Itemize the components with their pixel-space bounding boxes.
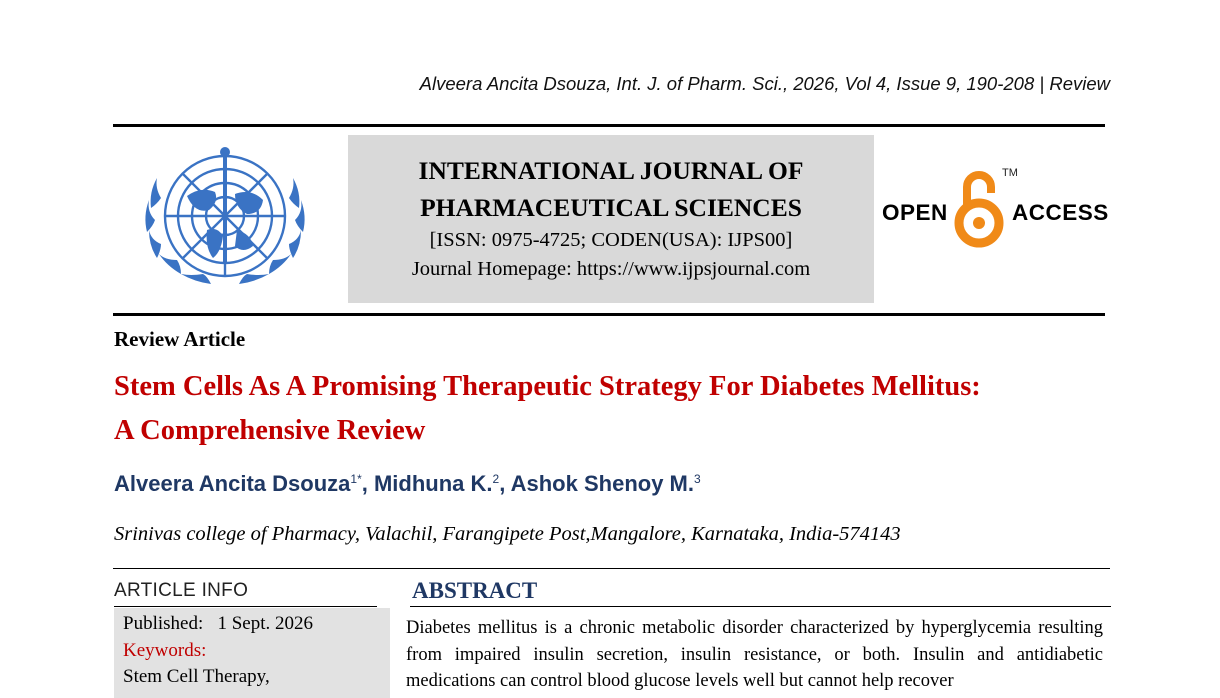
author-affiliation-mark: 2 <box>492 472 500 486</box>
author-name: Midhuna K. <box>373 471 493 496</box>
trademark-mark: TM <box>1002 167 1018 179</box>
author-name: Ashok Shenoy M. <box>510 471 694 496</box>
article-info-heading: ARTICLE INFO <box>114 580 249 601</box>
published-row <box>123 611 390 638</box>
author-name: Alveera Ancita Dsouza <box>114 471 351 496</box>
abstract-rule <box>410 606 1111 607</box>
author-list <box>114 471 701 497</box>
article-info-box <box>114 608 390 698</box>
header-bottom-rule <box>113 313 1105 316</box>
journal-homepage-link[interactable]: Journal Homepage: https://www.ijpsjournal.com <box>411 258 811 280</box>
article-title-line-2: A Comprehensive Review <box>114 415 426 446</box>
open-lock-icon <box>954 167 1004 251</box>
article-type: Review Article <box>114 327 246 351</box>
keyword-item: Stem Cell Therapy, <box>123 666 270 687</box>
journal-title-line-1: INTERNATIONAL JOURNAL OF <box>418 156 804 185</box>
author-affiliation-mark: 3 <box>693 472 701 486</box>
abstract-text: Diabetes mellitus is a chronic metabolic disorder characterized by hyperglycemia resulting from impaired insulin secretion, insulin resistance, or both. Insulin and antidiabetic medications can control blood glucose levels well but cannot help recover <box>406 618 1103 691</box>
open-access-word-access: ACCESS <box>1012 200 1109 225</box>
journal-masthead <box>348 135 874 303</box>
author-affiliation-mark: 1* <box>350 472 362 486</box>
journal-title-line-2: PHARMACEUTICAL SCIENCES <box>420 193 802 222</box>
author-separator: , <box>499 471 511 496</box>
journal-emblem-logo <box>127 138 323 304</box>
journal-issn: [ISSN: 0975-4725; CODEN(USA): IJPS00] <box>429 229 793 251</box>
article-title-line-1: Stem Cells As A Promising Therapeutic Strategy For Diabetes Mellitus: <box>114 371 981 402</box>
published-label: Published: <box>123 613 204 634</box>
open-access-word-open: OPEN <box>882 200 948 225</box>
header-top-rule <box>113 124 1105 127</box>
keywords-label: Keywords: <box>123 639 207 661</box>
abstract-heading: ABSTRACT <box>412 578 538 603</box>
article-info-rule <box>114 606 377 607</box>
section-divider <box>113 568 1110 569</box>
author-separator: , <box>361 471 374 496</box>
running-head: Alveera Ancita Dsouza, Int. J. of Pharm. Sci., 2026, Vol 4, Issue 9, 190-208 | Review <box>419 73 1110 94</box>
affiliation: Srinivas college of Pharmacy, Valachil, Farangipete Post,Mangalore, Karnataka, India-574143 <box>114 523 901 545</box>
open-access-logo <box>880 165 1110 255</box>
article-title <box>114 365 1114 453</box>
published-date: 1 Sept. 2026 <box>217 613 314 634</box>
